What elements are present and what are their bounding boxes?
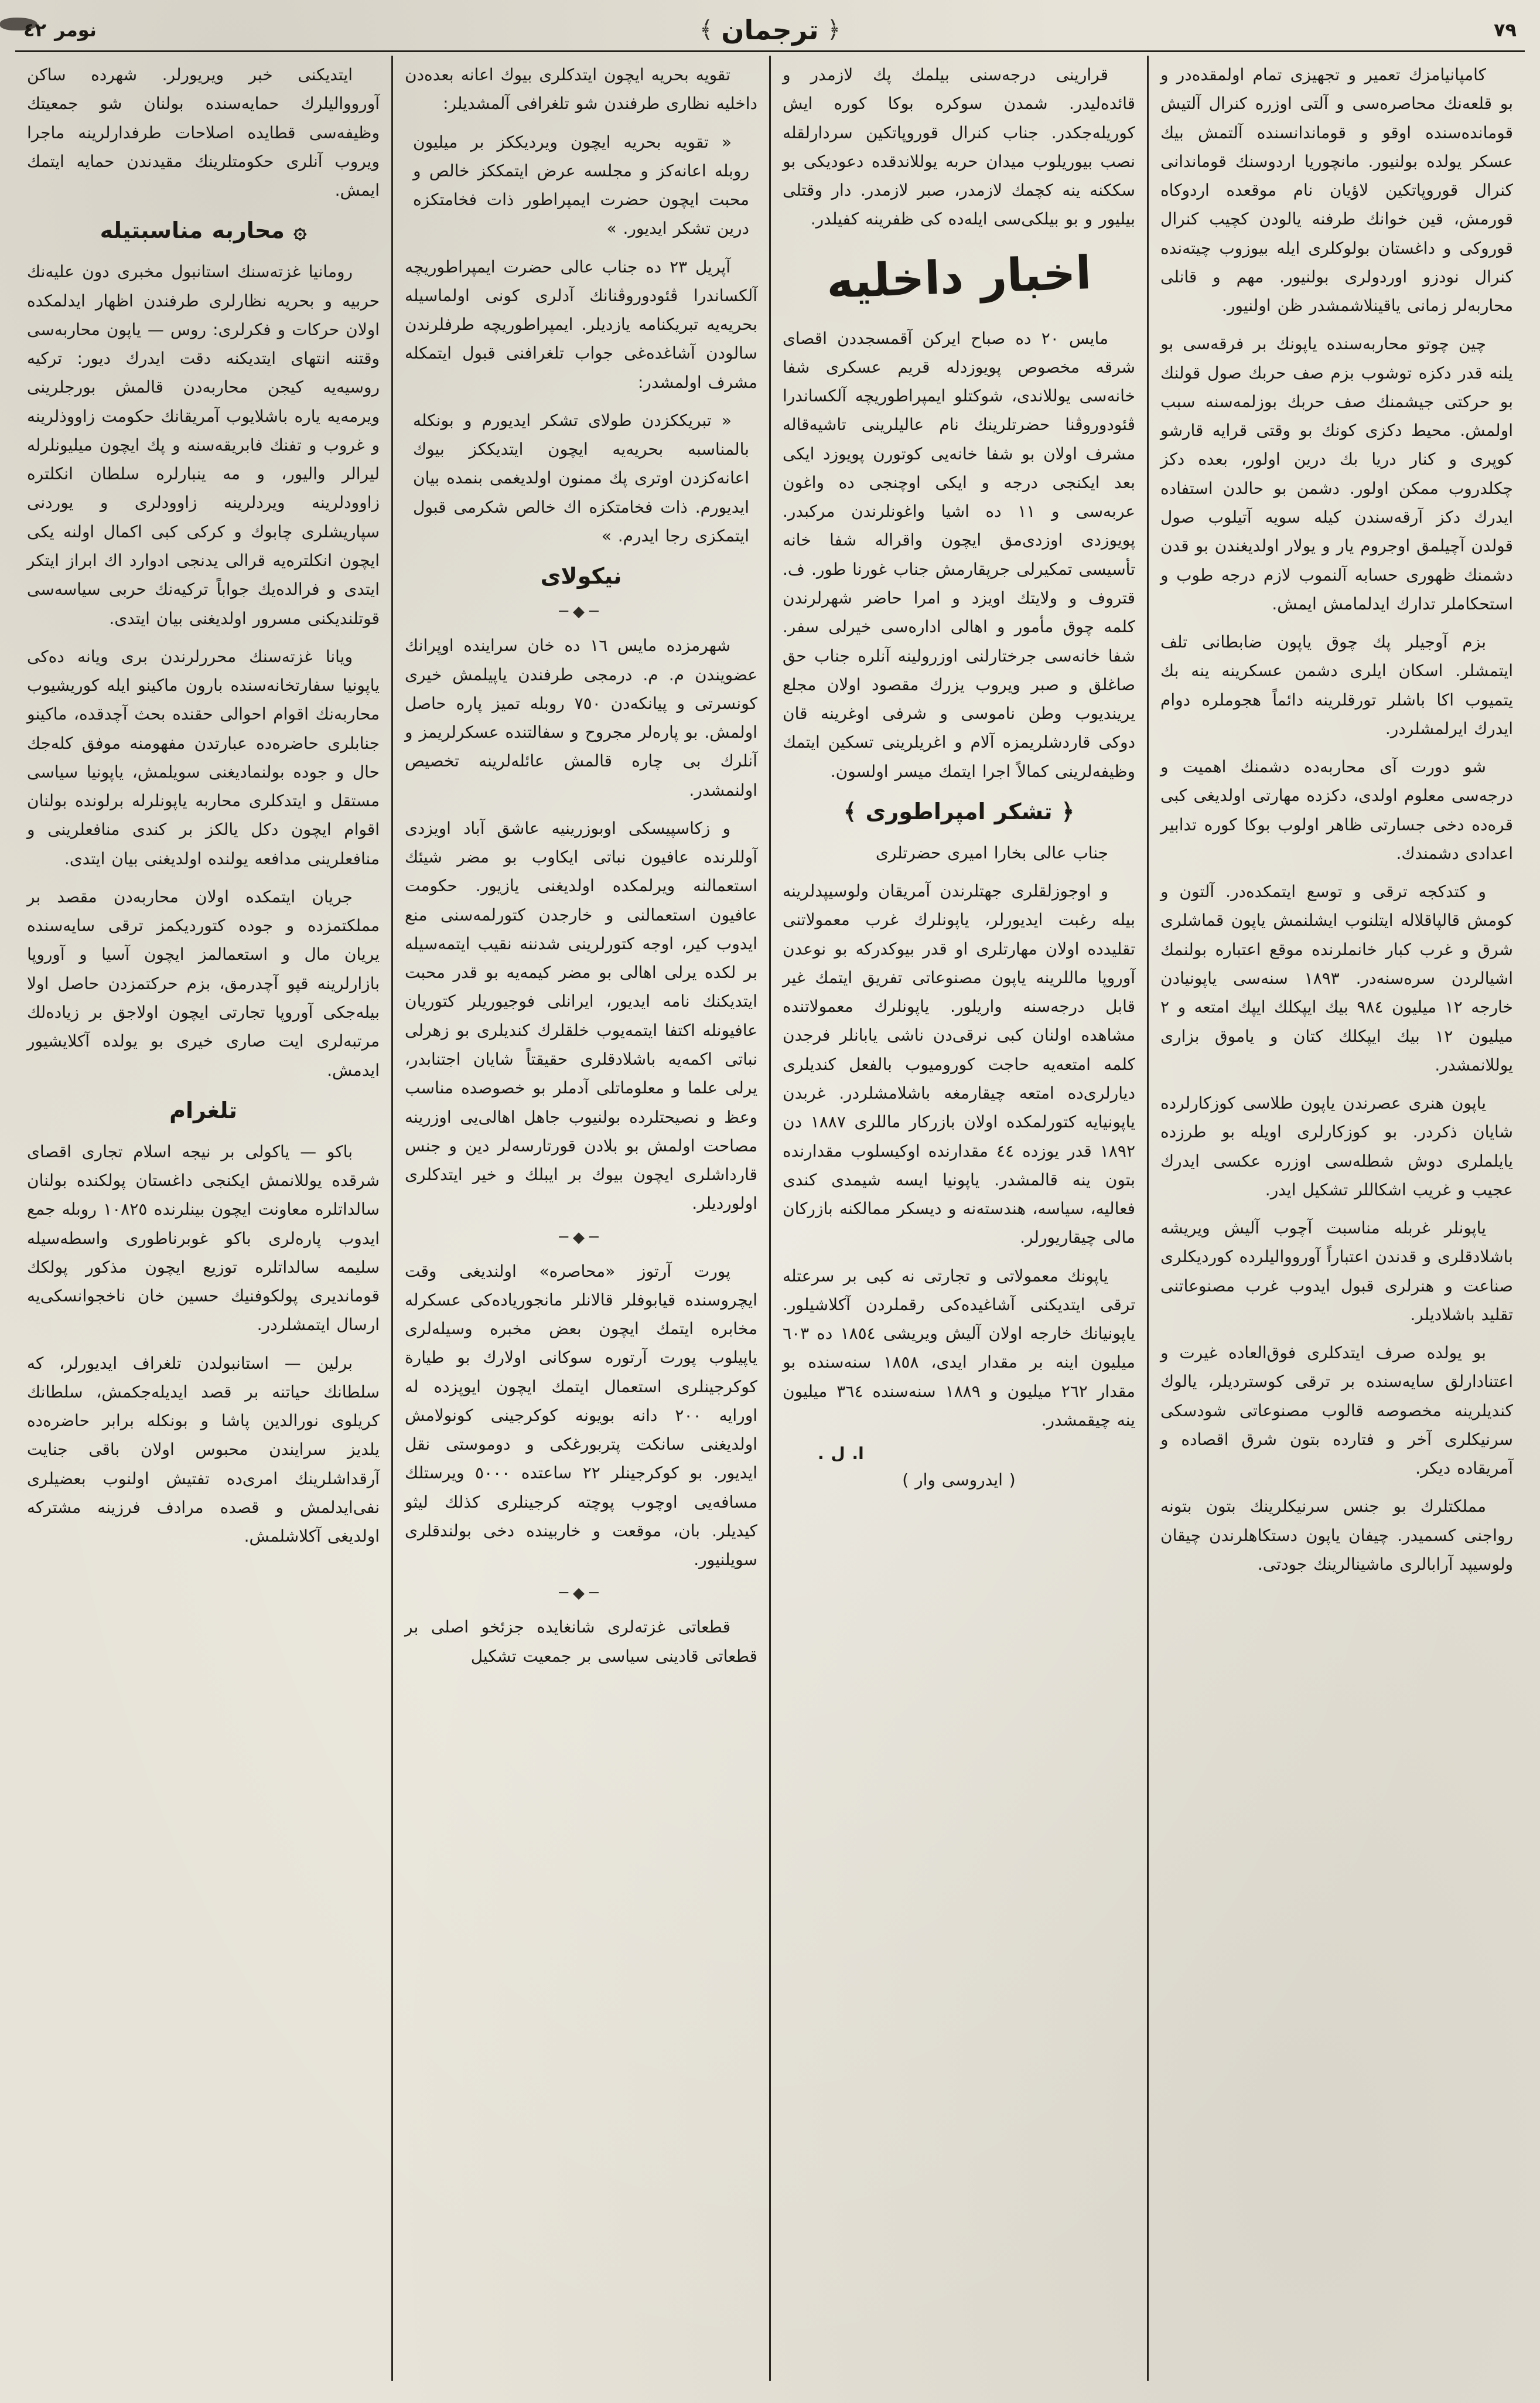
paragraph: آپريل ٢٣ ده جناب عالی حضرت ايمپراطوريچه آلكساندرا ڤئودوروڤنانك آدلری كونی اولماسيله بحريه‌يه تبريكنامه يازديلر. ايمپراطوريچه طرفلرندن سالودن آشاغده‌غی جواب تلغرافنی قبول ايتمكله مشرف اولمشدر: [405,257,757,392]
paragraph: ياپونك معمولاتی و تجارتی نه كبی بر سرعتله ترقی ايتديكنی آشاغيده‌كی رقملردن آكلاشيلور. ياپونيانك خارجه اولان آليش ويريشی ١٨٥٤ ده ٦٠٣ ميليون اينه بر مقدار ايدی، ١٨٥٨ سنه‌سنده بو مقدار ٢٦٢ ميليون و ١٨٨٩ سنه‌سنده ٣٦٤ ميليون ينه چيقمشدر. [783,1266,1136,1430]
quote-paragraph: « تقويه بحريه ايچون ويرديككز بر ميليون روبله اعانه‌كز و مجلسه عرض ايتمككز خالص و محبت ايچون حضرت ايمپراطور ذات فخامتكزه درين تشكر ايديور. » [413,132,749,238]
quote-paragraph: « تبريككزدن طولای تشكر ايديورم و بونكله بالمناسبه بحريه‌يه ايچون ايتديككز بيوك اعانه‌كزدن اوتری پك ممنون اولديغمی بنمده بيان ايديورم. ذات فخامتكزه اك خالص شكرمی قبول ايتمكزی رجا ايدرم. » [413,410,749,546]
column-3 [393,56,771,2381]
section-heading: ۞ محاربه مناسبتيله [100,217,307,244]
paragraph: بو يولده صرف ايتدكلری فوق‌العاده غيرت و اعتنادارلق سايه‌سنده بر ترقی كوستردیلر، يالوك كنديلرينه مخصوصه قالوب مصنوعاتی شودسكی سرنيكلری آخر و فتارده بتون شرق اقصاده و آمريقاده ديكر. [1160,1343,1513,1478]
section-separator: ─◆─ [559,603,603,621]
paragraph: ويانا غزته‌سنك محررلرندن بری ويانه ده‌كی ياپونيا سفارتخانه‌سنده بارون ماكينو ايله كوريشيوب محاربه‌نك اقوام احوالی حقنده بحث آچدقده، ماكينو جنابلری حاضره‌ده عبارتدن مفهومنه موفق كله‌جك حال و جوده بولنمادیغنی سويلمش، ياپونيا سياسی مستقل و ايتدكلری محاربه ياپونلرله برلونده بولنان اقوام ايچون دكل يالكز بر كندی منافعلرينی و منافعلرينی مدافعه يولنده اولديغنی بيان ايتدی. [27,646,380,868]
section-heading: تلغرام [169,1097,237,1123]
paragraph: تقويه بحريه ايچون ايتدكلری بيوك اعانه بعده‌دن داخليه نظاری طرفندن شو تلغرافی آلمشديلر: [405,65,757,114]
masthead-ornament-right-icon: ﴿ [827,16,841,43]
masthead-title: ترجمان [721,14,819,46]
continuation-note: ( ايدروسی وار ) [902,1470,1016,1490]
issue-label: نومر [54,19,97,41]
section-heading-calligraphic: اخبار داخليه [825,246,1092,309]
paragraph: رومانيا غزته‌سنك استانبول مخبری دون عليه‌نك حربيه و بحريه نظارلری طرفندن اظهار ايدلمكده اولان حركات و فكرلری: روس — ياپون محاربه‌سی وقتنه انتهای ايتديكنه دقت ايدرك ديور: تركيه روسيه‌يه كيجن محاربه‌دن قالمش بورجلرينی ويرمه‌يه ياره باشلايوب آمريقانك حكومت زاووذلرينه و غروب و تفنك فابريقه‌سنه و پك ايچون ميليونلرله ليرالر واليور، و مه ينبارلره سلطان انكلتره زاوودلرينه ويردلرينه زاوودلری و يوردنی سپاريشلری چابوك و كركی كبی اكمال اولنه يكی ايچون انكلتره‌يه قرالی يدنجی ادوارد اك ابراز ايتكر ايتدی و فرالده‌يك جواباً تركيه‌نك حربی سياسه‌سی قوتلنديكنی مسرور اولديغنی بيان ايتدی. [27,262,380,628]
paragraph: چين چوتو محاربه‌سنده ياپونك بر فرقه‌سی بو يلنه قدر دكزه توشوب بزم صف حربك صول قولنك بو حركتی جيشمنك صف حربك بوزلمه‌سنه سبب اولمش. محيط دكزی كونك بو وقتی قرايه قارشو كوپری و كنار دريا بك درين اولور، بعده دكز چكلدروب ممكن اولور. دشمن بو حالدن استفاده ايدرك دكز آرقه‌سندن كيله سويه آتيلوب صول قولدن آچيلمق اوجروم يار و يولار اولديغندن بو قدن دشمنك ظهوری حسابه آلنموب لازم درجه طوب و استحكاملر تدارك ايدلمامش ايمش. [1160,334,1513,613]
paragraph: مملكتلرك بو جنس سرنيكلرينك بتون بتونه رواجنی كسمیدر. چيفان ياپون دستكاهلرندن چيقان ولوسيپد آرابالری ماشينالرينك جودتی. [1160,1497,1513,1574]
paragraph: پورت آرتوز «محاصره‌» اولنديغی وقت ايچروسنده قيابوفلر قالانلر مانجورياده‌كی عسكرله مخابره ايتمك ايچون بعض مخبره وسيله‌لری ياپيلوب پورت آرتوره سوكانی اولارك بو طيارة كوكرجينلری استعمال ايتمك ايچون ايوپزده له اورايه ٢٠٠ دانه بويونه كوكرجينی كونولامش اولديغنی سانكت پتربورغكی و دوموستی نقل ايديور. بو كوكرجينلر ٢٢ ساعتده ٥٠٠٠ ويرستلك مسافه‌يی اوچوب پوچته كرجينلری كذلك ليثو كيديلر. بان، موقعت و خاربينده دخی بولندقلری سويلنيور. [405,1261,758,1570]
paragraph: و زكاسپيسكی اوبوزرينيه عاشق آباد اويزدی آوللرنده عافيون نباتی ايكاوب بو مضر شيئك استعمالنه ويرلمكده اولديغنی يازيور. حكومت عافيون استعمالنی و خارجدن كتورلمه‌سنی منع ايدوب كير، اوجه كتورلرينی شدننه نقيب ايتمه‌سيله بر لكده يرلی اهالی بو مضر كيمه‌يه بو قدر محبت ايتديكنك نامه ايديور، ايرانلی فوجيوريلر كتوريان عافيونله اكتفا ايتمه‌يوب خلقلرك كنديلری بو زهرلی نباتی اكمه‌يه باشلادقلری حقيقتاً شايان اجتنابدر، يرلی علما و معلوماتلی آدملر بو خصوصده مناسب وعظ و نصيحتلرده بولنيوب جاهل اهالی‌يی اوزرينه مصاحت اولمش بو بلادن قورتارسه‌لر دين و جنس قارداشلری ايچون بيوك بر ايبلك و خير ايتدكلری اولورديلر. [405,818,757,1214]
paragraph: شهرمزده مايس ١٦ ده خان سراينده اوپرانك عضويندن م. م. درمجی طرفندن ياپيلمش خيری كونسرتی و پيانكه‌دن ٧٥٠ روبله تميز پاره حاصل اولمش. بو پاره‌لر مجروح و سفالتنده عسكرلريمز و آنلرك بی چاره قالمش عائله‌لرينه تخصيص اولنمشدر. [405,636,757,800]
paragraph: ايتديكنی خبر ويريورلر. شهرده ساكن آوروواليلرك حمايه‌سنده بولنان شو جمعيتك وظيفه‌سی قطايده اصلاحات طرفدارلرينه ماجرا ويروب آنلری حكومتلرينك مقيدندن حمايه ايتمك ايمش. [27,65,380,200]
masthead [699,14,841,46]
paragraph: باكو — ياكولی بر نيجه اسلام تجاری اقصای شرقده يوللانمش ايكنجی داغستان پولكنده بولنان سالداتلره معاونت ايچون بينلرنده ١٠٨٢٥ روبله جمع ايدوب پاره‌لری باكو غوبرناطوری واسطه‌سيله سليمه سالداتلره توزيع ايچون مذكور پولكك قومانديری پولكوفنيك حسين خان ناخجوانسكی‌يه ارسال ايتمشلردر. [27,1141,380,1335]
section-heading: نيكولای [540,563,622,589]
column-1-rightmost [1149,56,1525,2381]
columns [15,56,1525,2381]
column-2 [771,56,1149,2381]
page-number: ٧٩ [1493,19,1517,41]
paragraph: شو دورت آی محاربه‌ده دشمنك اهميت و درجه‌سی معلوم اولدی، دكزده مهارتی اولديغی كبی قرەده دخی جسارتی ظاهر اولوب بوكا كوره تدابير اعدادی دشمندك. [1160,757,1513,863]
paragraph: برلين — استانبولدن تلغراف ايديورلر، كه سلطانك حياتنه بر قصد ايديله‌جكمش، سلطانك كريلوی نورالدين پاشا و بونكله برابر حاضره‌ده يلديز سرايندن محبوس اولان باقی جنايت آرقداشلرينك امری‌ده تفتيش اولنوب بعضيلری نفی‌ايدلمش و قصده مرادف فرزينه مشتركه اولديغی آكلاشلمش. [27,1353,380,1546]
paragraph: ياپونلر غربله مناسبت آچوب آليش ويريشه باشلادقلری و قدندن اعتباراً آوروواليلرده كورديكلری صناعت و هنرلری قبول ايدوب غرب مصنوعاتنی تقليد باشلاديلر. [1160,1218,1513,1324]
paragraph: قطعاتی غزته‌لری شانغايده جزئخو اصلی بر قطعاتی قادينی سياسی بر جمعيت تشكيل [405,1617,757,1666]
section-separator: ─◆─ [559,1228,603,1246]
paragraph: جريان ايتمكده اولان محاربه‌دن مقصد بر مملكتمزده و جوده كتورديكمز ترقی سايه‌سنده يريان مال و استعمالمز ايچون آسيا و آوروپا بازارلرينه قپو آچدرمق، بزم حركتمزدن حاصل اولا بيله‌جكی آوروپا تجارتی ايچون اولاجق بر زياده‌لك مرتبه‌لری ايت صاری خيری بو يولده آكلايشيور ايدمش. [27,887,380,1080]
column-4-leftmost [15,56,393,2381]
issue-info [23,19,97,41]
issue-number: ٤٢ [23,19,47,41]
paragraph: و اوجوزلقلری جهتلرندن آمريقان ولوسيپدلرينه بيله رغبت ايديورلر، ياپونلرك غرب معمولاتنی تقليدده اولان مهارتلری او قدر بيوكدركه بو نوعدن آوروپا ماللرينه ياپون مصنوعاتی تفريق ايتمك غير قابل درجه‌سنه واريلور. ياپونلرك معمولاتنده مشاهده اولنان كبی نرقی‌دن ناشی يابانلر فرجدن كلمه امتعه‌يه حاجت كوروميوب بالفعل كنديلری ديارلرى‌ده امتعه چيقارمغه باشلامشلردر. غربدن ياپونيايه كتورلمكده اولان بازركار ماللری ١٨٨٧ دن ١٨٩٢ قدر يوزده ٤٤ مقدارنده اوكيسلوب مقدارنده بتون ينه قالمشدر. ياپونيا ايسه شيمدی كندی فعاليه، سياسه، هندسته‌نه و ديسكر ممالكنه بازركان مالی چيقاريورلر. [783,881,1135,1247]
paragraph: كامپانيامزك تعمير و تجهيزی تمام اولمقده‌در و بو قلعه‌نك محاصره‌سی و آلتی اوزره كنرال آلتيش قوماندەسنده اوقو و قوماندانسنده آلتمش بيك عسكر يولده بولنيور. مانچوريا اردوسنك قوماندانی كنرال قوروپاتكين لاؤيان نام موقعده اردوكاه قورمش، قين خوانك طرفنه يالودن كچيب كنرال قوروكی و داغستان بولوكلری ايله بيوزوب چيتەنده كنرال نودزو اوردولری بولنيور. مهم و قانلی محاربه‌لر زمانی ياقينلاشمشدر ظن اولنيور. [1160,65,1513,316]
paragraph: ياپون هنری عصرندن ياپون طلاسی كوزكارلرده شايان ذكردر. بو كوزكارلری اويله بو طرزده يايلملری دوش شطلەسی اوزره عكسی ايدرك عجيب و غريب اشكاللر تشكيل ايدر. [1160,1093,1513,1199]
masthead-row [15,11,1525,49]
section-heading-ornamented: ﴿ تشكر امپراطوری ﴾ [844,798,1074,824]
paragraph: مايس ٢٠ ده صباح ايركن آقمسجددن اقصای شرقه مخصوص پويوزدله قريم عسكری شفا خانه‌سی يوللاندی، شوكتلو ايمپراطوريچه آلكساندرا ڤئودوروڤنا حضرتلرينك نام عاليلرينی تاشيه‌قاله مشرف اولان بو شفا خانه‌يی كوتورن پويوزد ايكی بعد ايكنجی درجه و ايكی اوچنجی ده واغون عربه‌سی و ١١ ده اشيا واغونلرندن مركبدر. پويوزدی اوزدی‌مق ايچون واقراله شفا خانه تأسيسی تمكيرلی جرپقارمش جناب غورنا طور. ف. قتروف و ولايتك اويزد و امرا حاضر شهرلرندن كلمه چوق مأمور و اهالی اداره‌سی خيرلی سفر. شفا خانه‌سی جرختارلنی اوزرولينه آنلره جناب حق صاغلق و صبر ويروب يزرك مقصود اولان مجلع يرينديوب وطن ناموسی و شرفی اوغرينه قان دوكی قاردشلريمزه آلام و اغريلرينی تسكين ايتمك وظيفه‌لرينی كمالاً اجرا ايتمك ميسر اولسون. [783,328,1135,781]
paragraph: بزم آوجيلر پك چوق ياپون ضابطانی تلف ايتمشلر. اسكان ايلری دشمن عسكرينه ينه بك يتميوب اكا باشلر تورقلرينه دائماً هجوملره دوام ايدرك ايرلمشلردر. [1160,632,1513,738]
paragraph: و كتدكجه ترقی و توسع ايتمكدەدر. آلتون و كومش قالپاقلاله ايتلنوب ايشلنمش ياپون قماشلری شرق و غرب كبار خانملرنده موقع اعتباره بولنمك اشيالردن سره‌سنه‌در. ١٨٩٣ سنه‌سی ياپونيادن خارجه ١٢ ميليون ٩٨٤ بيك ايپكلك ايپك امتعه و ٢ ميليون ١٢ بيك ايپكلك كتان و ياموق بزاری يوللانمشدر. [1160,882,1514,1075]
paragraph: قرارينی درجه‌سنی بيلمك پك لازمدر و قائده‌ليدر. شمدن سوكره بوكا كوره ايش كوريله‌جكدر. جناب كنرال قوروپاتكين سردارلقله نصب بيوريلوب ميدان حربه يوللاندقده دعوديكی بو سككنه ينه كچمك لازمدر، صبر لازمدر. دار وقتلی بيليور و بو بيلكی‌سی ايله‌ده كی ظفرينه كفيلدر. [783,65,1135,229]
header-rule [15,50,1525,52]
section-separator: ─◆─ [559,1584,603,1603]
signature: ا. ل . [818,1444,864,1464]
paragraph: جناب عالی بخارا اميری حضرتلری [875,843,1108,863]
masthead-ornament-left-icon: ﴾ [699,16,713,43]
